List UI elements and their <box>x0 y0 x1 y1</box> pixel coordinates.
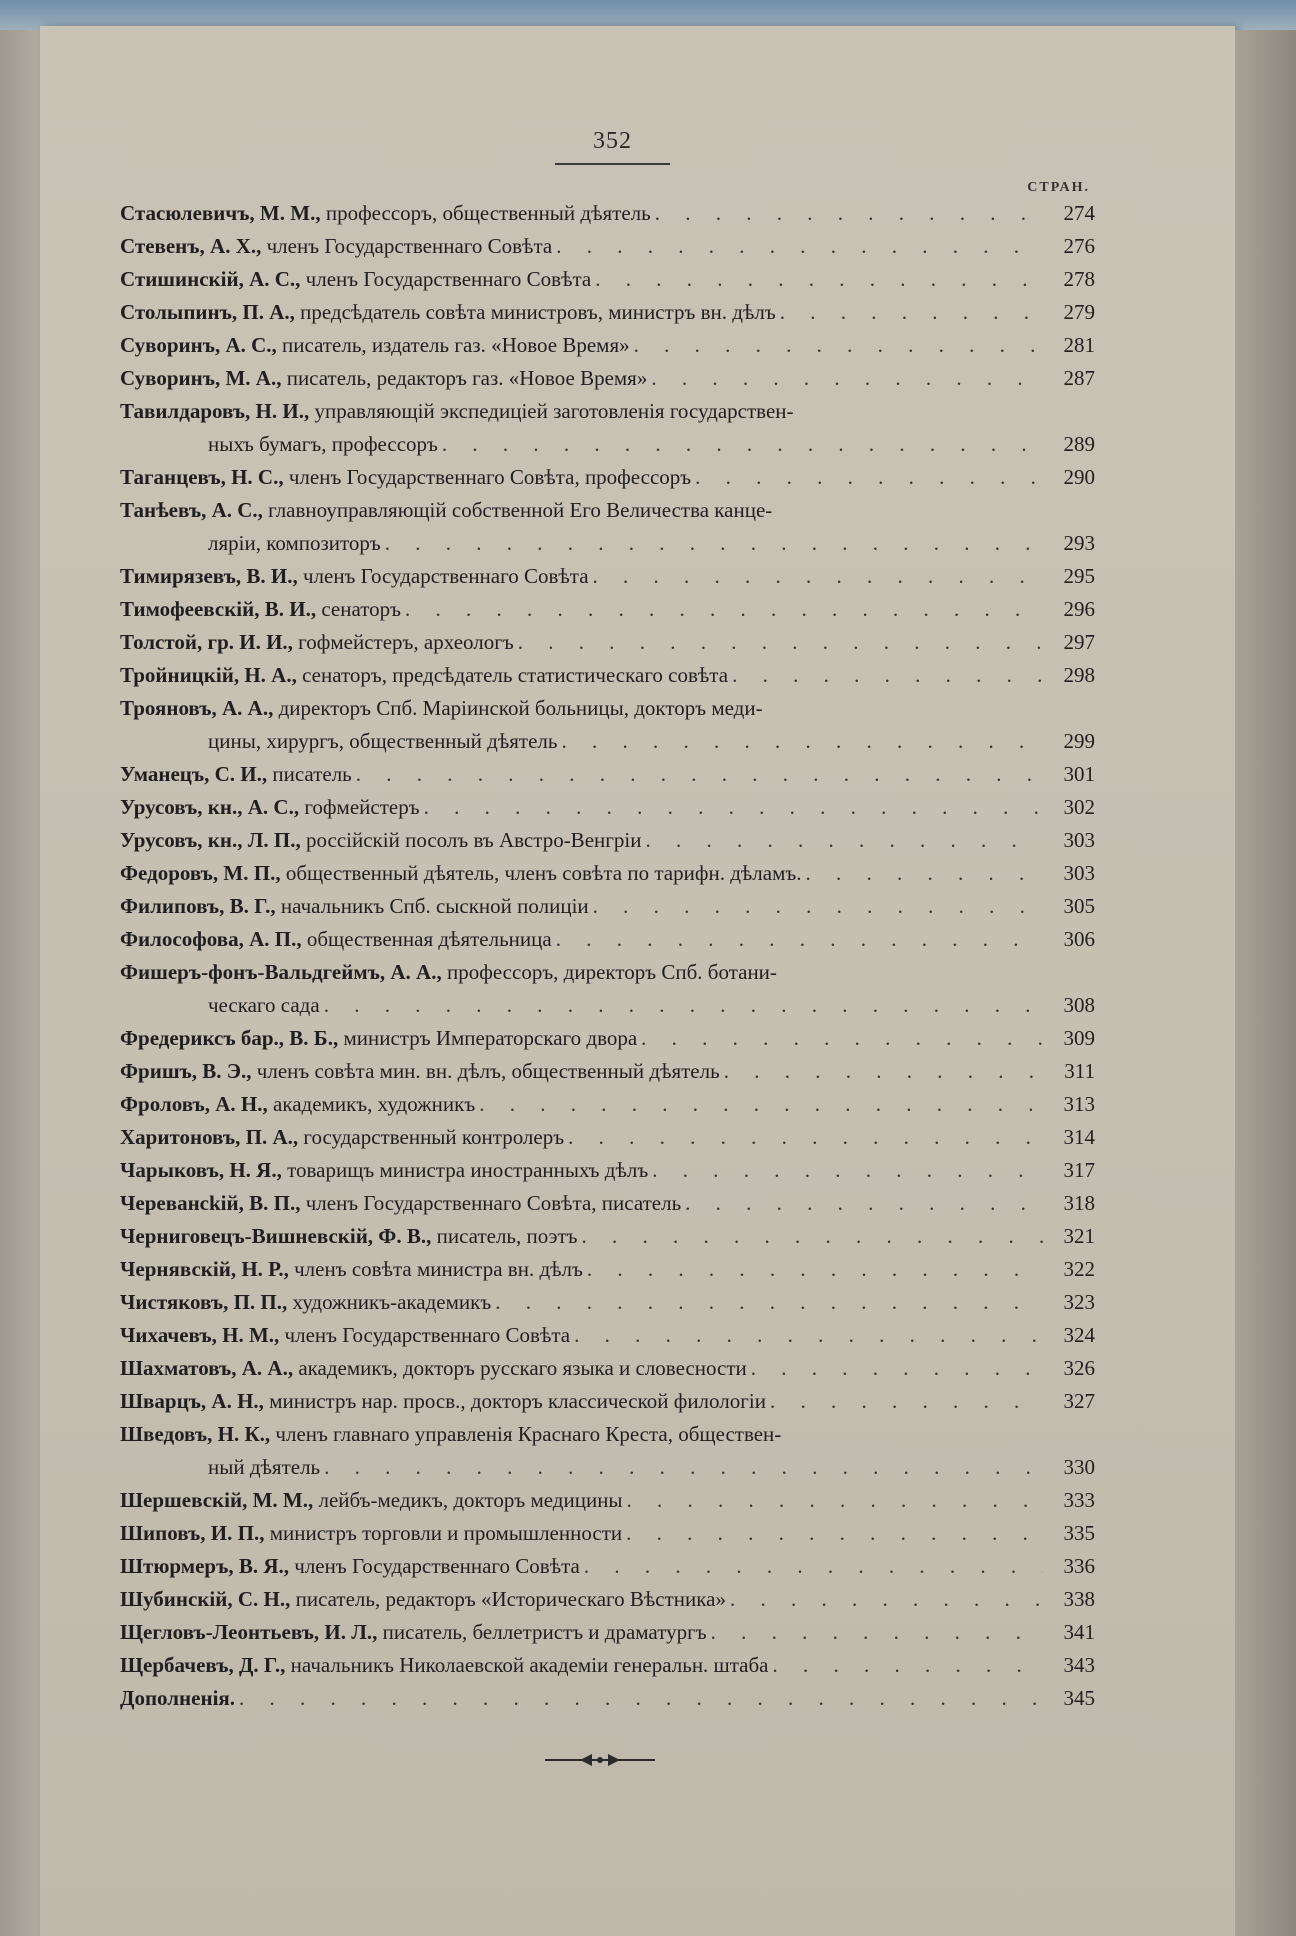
entry-description: писатель, беллетристъ и драматургъ <box>382 1620 707 1644</box>
entry-name: Штюрмеръ, В. Я., <box>120 1554 290 1578</box>
index-entry-line <box>120 1451 1095 1484</box>
index-entry-line <box>120 626 1095 659</box>
index-entry-line <box>120 197 1095 230</box>
leader-dots <box>556 923 1043 956</box>
ornament-divider <box>540 1750 660 1770</box>
entry-description: ный дѣятель <box>208 1455 321 1479</box>
entry-page-number: 341 <box>1063 1620 1095 1644</box>
index-entry-line <box>120 857 1095 890</box>
entry-description: начальникъ Спб. сыскной полиціи <box>280 894 589 918</box>
entry-name: Танѣевъ, А. С., <box>120 498 263 522</box>
entry-description: министръ Императорскаго двора <box>343 1026 638 1050</box>
entry-page-number: 298 <box>1063 663 1095 687</box>
entry-page-number: 323 <box>1063 1290 1095 1314</box>
index-entry-line <box>120 395 1095 428</box>
entry-description: лейбъ-медикъ, докторъ медицины <box>318 1488 623 1512</box>
entry-page-number: 309 <box>1063 1026 1095 1050</box>
entry-page-number: 295 <box>1063 564 1095 588</box>
entry-name: Шершевскій, М. М., <box>120 1488 314 1512</box>
entry-description: сенаторъ, предсѣдатель статистическаго совѣта <box>302 663 729 687</box>
leader-dots <box>732 659 1043 692</box>
index-entry-line <box>120 593 1095 626</box>
entry-page-number: 306 <box>1063 927 1095 951</box>
index-entry-line <box>120 1583 1095 1616</box>
entry-description: академикъ, докторъ русскаго языка и словесности <box>298 1356 747 1380</box>
index-entry-line <box>120 1682 1095 1715</box>
entry-description: гофмейстеръ, археологъ <box>298 630 514 654</box>
entry-name: Черниговецъ-Вишневскій, Ф. В., <box>120 1224 432 1248</box>
index-entry-line <box>120 791 1095 824</box>
leader-dots <box>634 329 1043 362</box>
entry-description: цины, хирургъ, общественный дѣятель <box>208 729 558 753</box>
leader-dots <box>574 1319 1043 1352</box>
entry-name: Стасюлевичъ, М. М., <box>120 201 321 225</box>
index-entry-line <box>120 1286 1095 1319</box>
entry-description: членъ Государственнаго Совѣта <box>266 234 553 258</box>
index-entry-line <box>120 1055 1095 1088</box>
index-entry-line <box>120 494 1095 527</box>
leader-dots <box>655 197 1043 230</box>
entry-page-number: 317 <box>1063 1158 1095 1182</box>
entry-name: Федоровъ, М. П., <box>120 861 281 885</box>
entry-name: Шахматовъ, А. А., <box>120 1356 294 1380</box>
entry-name: Фредериксъ бар., В. Б., <box>120 1026 339 1050</box>
index-entry-line <box>120 1088 1095 1121</box>
entry-page-number: 281 <box>1063 333 1095 357</box>
entry-page-number: 330 <box>1063 1455 1095 1479</box>
leader-dots <box>651 362 1043 395</box>
entry-description: управляющій экспедиціей заготовленія государствен- <box>314 399 794 423</box>
entry-name: Фишеръ-фонъ-Вальдгеймъ, А. А., <box>120 960 442 984</box>
index-entry-line <box>120 362 1095 395</box>
page-number-rule <box>555 163 670 165</box>
entry-name: Стевенъ, А. Х., <box>120 234 262 258</box>
entry-name: Шведовъ, Н. К., <box>120 1422 271 1446</box>
entry-name: Стишинскій, А. С., <box>120 267 301 291</box>
entry-page-number: 321 <box>1063 1224 1095 1248</box>
entry-name: Щегловъ-Леонтьевъ, И. Л., <box>120 1620 378 1644</box>
leader-dots <box>582 1220 1043 1253</box>
leader-dots <box>626 1517 1043 1550</box>
entry-page-number: 293 <box>1063 531 1095 555</box>
entry-page-number: 322 <box>1063 1257 1095 1281</box>
entry-page-number: 324 <box>1063 1323 1095 1347</box>
entry-description: членъ Государственнаго Совѣта <box>284 1323 571 1347</box>
index-entry-line <box>120 758 1095 791</box>
leader-dots <box>385 527 1043 560</box>
entry-description: директоръ Спб. Маріинской больницы, докторъ меди- <box>278 696 763 720</box>
entry-page-number: 276 <box>1063 234 1095 258</box>
entry-name: Урусовъ, кн., Л. П., <box>120 828 301 852</box>
entry-name: Чистяковъ, П. П., <box>120 1290 288 1314</box>
leader-dots <box>805 857 1043 890</box>
entry-description: писатель, редакторъ «Историческаго Вѣстника» <box>295 1587 726 1611</box>
entry-description: главноуправляющій собственной Его Величества канце- <box>268 498 773 522</box>
index-entry-line <box>120 956 1095 989</box>
leader-dots <box>593 560 1043 593</box>
entry-name: Харитоновъ, П. А., <box>120 1125 299 1149</box>
index-entries <box>120 197 1095 1715</box>
index-entry-line <box>120 923 1095 956</box>
leader-dots <box>780 296 1043 329</box>
index-entry-line <box>120 1385 1095 1418</box>
index-entry-line <box>120 1484 1095 1517</box>
entry-page-number: 302 <box>1063 795 1095 819</box>
leader-dots <box>711 1616 1043 1649</box>
index-entry-line <box>120 263 1095 296</box>
entry-description: членъ Государственнаго Совѣта <box>305 267 592 291</box>
index-entry-line <box>120 1649 1095 1682</box>
index-entry-line <box>120 1352 1095 1385</box>
entry-name: Дополненія. <box>120 1686 236 1710</box>
leader-dots <box>442 428 1043 461</box>
entry-description: членъ совѣта мин. вн. дѣлъ, общественный дѣятель <box>256 1059 720 1083</box>
entry-description: россійскій посолъ въ Австро-Венгріи <box>306 828 642 852</box>
entry-name: Фришъ, В. Э., <box>120 1059 252 1083</box>
entry-description: министръ нар. просв., докторъ классической филологіи <box>269 1389 766 1413</box>
entry-name: Толстой, гр. И. И., <box>120 630 293 654</box>
entry-page-number: 299 <box>1063 729 1095 753</box>
entry-page-number: 287 <box>1063 366 1095 390</box>
entry-page-number: 279 <box>1063 300 1095 324</box>
entry-page-number: 313 <box>1063 1092 1095 1116</box>
entry-page-number: 289 <box>1063 432 1095 456</box>
entry-name: Черевансkій, В. П., <box>120 1191 301 1215</box>
entry-name: Тавилдаровъ, Н. И., <box>120 399 310 423</box>
entry-name: Тройницкій, Н. А., <box>120 663 297 687</box>
index-entry-line <box>120 329 1095 362</box>
entry-page-number: 290 <box>1063 465 1095 489</box>
entry-description: профессоръ, общественный дѣятель <box>325 201 651 225</box>
index-entry-line <box>120 1517 1095 1550</box>
entry-name: Урусовъ, кн., А. С., <box>120 795 300 819</box>
page-edge <box>1235 30 1296 1936</box>
leader-dots <box>568 1121 1043 1154</box>
entry-description: ныхъ бумагъ, профессоръ <box>208 432 438 456</box>
entry-description: членъ Государственнаго Совѣта <box>302 564 589 588</box>
leader-dots <box>730 1583 1043 1616</box>
entry-page-number: 297 <box>1063 630 1095 654</box>
entry-page-number: 327 <box>1063 1389 1095 1413</box>
leader-dots <box>652 1154 1043 1187</box>
entry-page-number: 278 <box>1063 267 1095 291</box>
entry-page-number: 318 <box>1063 1191 1095 1215</box>
index-entry-line <box>120 1022 1095 1055</box>
leader-dots <box>593 890 1043 923</box>
entry-page-number: 303 <box>1063 828 1095 852</box>
leader-dots <box>495 1286 1043 1319</box>
leader-dots <box>772 1649 1043 1682</box>
entry-page-number: 301 <box>1063 762 1095 786</box>
leader-dots <box>518 626 1043 659</box>
leader-dots <box>556 230 1043 263</box>
entry-description: министръ торговли и промышленности <box>269 1521 623 1545</box>
entry-name: Тимирязевъ, В. И., <box>120 564 298 588</box>
leader-dots <box>770 1385 1043 1418</box>
entry-page-number: 311 <box>1064 1059 1095 1083</box>
entry-page-number: 305 <box>1063 894 1095 918</box>
leader-dots <box>641 1022 1043 1055</box>
entry-page-number: 314 <box>1063 1125 1095 1149</box>
index-entry-line <box>120 725 1095 758</box>
entry-name: Шварцъ, А. Н., <box>120 1389 264 1413</box>
index-entry-line <box>120 1220 1095 1253</box>
entry-description: художникъ-академикъ <box>292 1290 492 1314</box>
index-entry-line <box>120 1187 1095 1220</box>
entry-description: общественная дѣятельница <box>306 927 552 951</box>
entry-name: Чернявскій, Н. Р., <box>120 1257 289 1281</box>
entry-description: сенаторъ <box>321 597 402 621</box>
entry-description: товарищъ министра иностранныхъ дѣлъ <box>287 1158 649 1182</box>
index-entry-line <box>120 560 1095 593</box>
entry-name: Трояновъ, А. А., <box>120 696 274 720</box>
leader-dots <box>405 593 1043 626</box>
entry-description: общественный дѣятель, членъ совѣта по тарифн. дѣламъ. <box>285 861 802 885</box>
entry-name: Чарыковъ, Н. Я., <box>120 1158 282 1182</box>
index-entry-line <box>120 461 1095 494</box>
index-entry-line <box>120 296 1095 329</box>
entry-description: писатель, редакторъ газ. «Новое Время» <box>286 366 648 390</box>
index-entry-line <box>120 1319 1095 1352</box>
index-entry-line <box>120 527 1095 560</box>
index-entry-line <box>120 1253 1095 1286</box>
leader-dots <box>324 989 1043 1022</box>
leader-dots <box>239 1682 1043 1715</box>
entry-description: членъ главнаго управленія Краснаго Креста, обществен- <box>275 1422 782 1446</box>
entry-page-number: 326 <box>1063 1356 1095 1380</box>
leader-dots <box>724 1055 1043 1088</box>
entry-name: Чихачевъ, Н. М., <box>120 1323 280 1347</box>
entry-description: гофмейстеръ <box>304 795 420 819</box>
entry-description: писатель, поэтъ <box>436 1224 578 1248</box>
index-entry-line <box>120 1121 1095 1154</box>
entry-page-number: 336 <box>1063 1554 1095 1578</box>
leader-dots <box>685 1187 1043 1220</box>
leader-dots <box>645 824 1043 857</box>
entry-page-number: 274 <box>1063 201 1095 225</box>
leader-dots <box>479 1088 1043 1121</box>
index-entry-line <box>120 824 1095 857</box>
leader-dots <box>587 1253 1043 1286</box>
leader-dots <box>627 1484 1043 1517</box>
entry-name: Щербачевъ, Д. Г., <box>120 1653 286 1677</box>
leader-dots <box>424 791 1043 824</box>
entry-page-number: 303 <box>1063 861 1095 885</box>
entry-name: Тимофеевскій, В. И., <box>120 597 317 621</box>
column-header: СТРАН. <box>1027 180 1090 195</box>
leader-dots <box>695 461 1043 494</box>
entry-page-number: 343 <box>1063 1653 1095 1677</box>
entry-name: Шубинскій, С. Н., <box>120 1587 291 1611</box>
index-entry-line <box>120 989 1095 1022</box>
index-entry-line <box>120 1418 1095 1451</box>
entry-description: ческаго сада <box>208 993 320 1017</box>
entry-description: начальникъ Николаевской академіи генеральн. штаба <box>290 1653 769 1677</box>
entry-description: академикъ, художникъ <box>273 1092 476 1116</box>
entry-name: Столыпинъ, П. А., <box>120 300 295 324</box>
index-entry-line <box>120 230 1095 263</box>
entry-description: писатель <box>272 762 352 786</box>
entry-description: государственный контролеръ <box>303 1125 565 1149</box>
leader-dots <box>561 725 1043 758</box>
entry-name: Уманецъ, С. И., <box>120 762 268 786</box>
entry-name: Суворинъ, М. А., <box>120 366 282 390</box>
leader-dots <box>324 1451 1043 1484</box>
entry-page-number: 308 <box>1063 993 1095 1017</box>
entry-description: профессоръ, директоръ Спб. ботани- <box>446 960 777 984</box>
index-entry-line <box>120 659 1095 692</box>
leader-dots <box>751 1352 1043 1385</box>
entry-description: писатель, издатель газ. «Новое Время» <box>282 333 630 357</box>
entry-description: членъ Государственнаго Совѣта, писатель <box>305 1191 682 1215</box>
index-entry-line <box>120 692 1095 725</box>
entry-name: Философова, А. П., <box>120 927 302 951</box>
index-entry-line <box>120 1616 1095 1649</box>
index-entry-line <box>120 428 1095 461</box>
index-entry-line <box>120 1550 1095 1583</box>
entry-name: Таганцевъ, Н. С., <box>120 465 284 489</box>
entry-name: Филиповъ, В. Г., <box>120 894 276 918</box>
entry-name: Шиповъ, И. П., <box>120 1521 265 1545</box>
page-number: 352 <box>593 128 632 154</box>
entry-description: предсѣдатель совѣта министровъ, министръ вн. дѣлъ <box>300 300 776 324</box>
entry-description: членъ Государственнаго Совѣта <box>294 1554 580 1578</box>
entry-page-number: 345 <box>1063 1686 1095 1710</box>
entry-description: ляріи, композиторъ <box>208 531 381 555</box>
entry-description: членъ Государственнаго Совѣта, профессоръ <box>288 465 692 489</box>
entry-name: Суворинъ, А. С., <box>120 333 277 357</box>
entry-page-number: 296 <box>1063 597 1095 621</box>
entry-page-number: 333 <box>1063 1488 1095 1512</box>
entry-page-number: 335 <box>1063 1521 1095 1545</box>
entry-name: Фроловъ, А. Н., <box>120 1092 268 1116</box>
leader-dots <box>584 1550 1043 1583</box>
leader-dots <box>595 263 1043 296</box>
index-entry-line <box>120 890 1095 923</box>
index-entry-line <box>120 1154 1095 1187</box>
leader-dots <box>356 758 1043 791</box>
entry-description: членъ совѣта министра вн. дѣлъ <box>294 1257 583 1281</box>
entry-page-number: 338 <box>1063 1587 1095 1611</box>
